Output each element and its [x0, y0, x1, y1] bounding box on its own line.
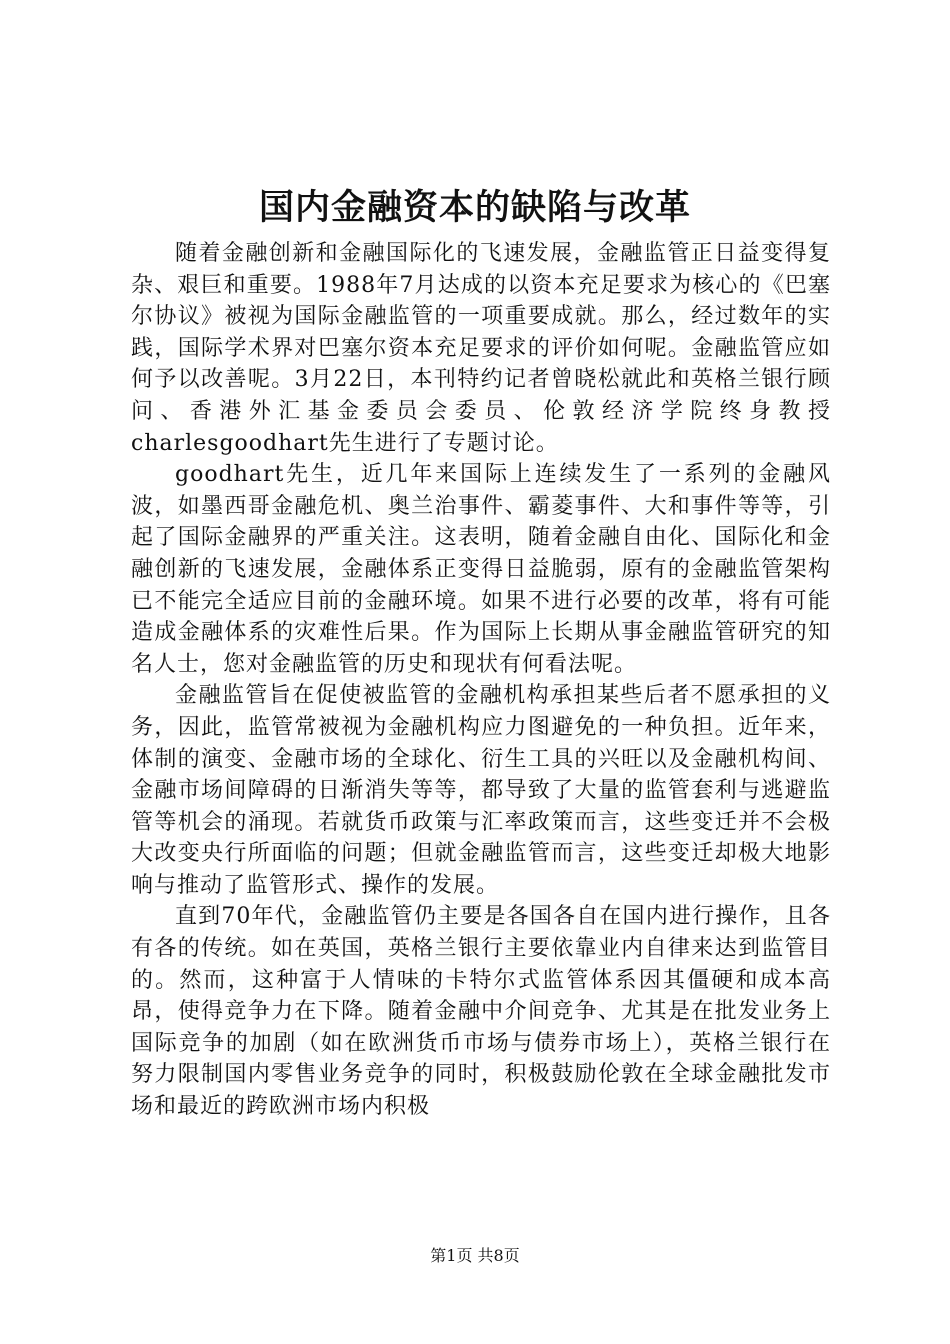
paragraph-1: 随着金融创新和金融国际化的飞速发展，金融监管正日益变得复杂、艰巨和重要。1988年7月达成的以资本充足要求为核心的《巴塞尔协议》被视为国际金融监管的一项重要成就。那么，经过数年的实践，国际学术界对巴塞尔资本充足要求的评价如何呢。金融监管应如何予以改善呢。3月22日，本刊特约记者曾晓松就此和英格兰银行顾问、香港外汇基金委员会委员、伦敦经济学院终身教授charlesgoodhart先生进行了专题讨论。 [131, 241, 831, 456]
document-body [131, 238, 831, 1123]
page-number-footer: 第1页 共8页 [430, 1246, 520, 1265]
paragraph-4: 直到70年代，金融监管仍主要是各国各自在国内进行操作，且各有各的传统。如在英国，英格兰银行主要依靠业内自律来达到监管目的。然而，这种富于人情味的卡特尔式监管体系因其僵硬和成本高昂，使得竞争力在下降。随着金融中介间竞争、尤其是在批发业务上国际竞争的加剧（如在欧洲货币市场与债券市场上），英格兰银行在努力限制国内零售业务竞争的同时，积极鼓励伦敦在全球金融批发市场和最近的跨欧洲市场内积极 [131, 904, 831, 1120]
paragraph-3: 金融监管旨在促使被监管的金融机构承担某些后者不愿承担的义务，因此，监管常被视为金融机构应力图避免的一种负担。近年来，体制的演变、金融市场的全球化、衍生工具的兴旺以及金融机构间、金融市场间障碍的日渐消失等等，都导致了大量的监管套利与逃避监管等机会的涌现。若就货币政策与汇率政策而言，这些变迁并不会极大改变央行所面临的问题；但就金融监管而言，这些变迁却极大地影响与推动了监管形式、操作的发展。 [131, 683, 831, 898]
document-title: 国内金融资本的缺陷与改革 [258, 187, 691, 228]
paragraph-2: goodhart先生，近几年来国际上连续发生了一系列的金融风波，如墨西哥金融危机、奥兰治事件、霸菱事件、大和事件等等，引起了国际金融界的严重关注。这表明，随着金融自由化、国际化和金融创新的飞速发展，金融体系正变得日益脆弱，原有的金融监管架构已不能完全适应目前的金融环境。如果不进行必要的改革，将有可能造成金融体系的灾难性后果。作为国际上长期从事金融监管研究的知名人士，您对金融监管的历史和现状有何看法呢。 [131, 462, 831, 677]
